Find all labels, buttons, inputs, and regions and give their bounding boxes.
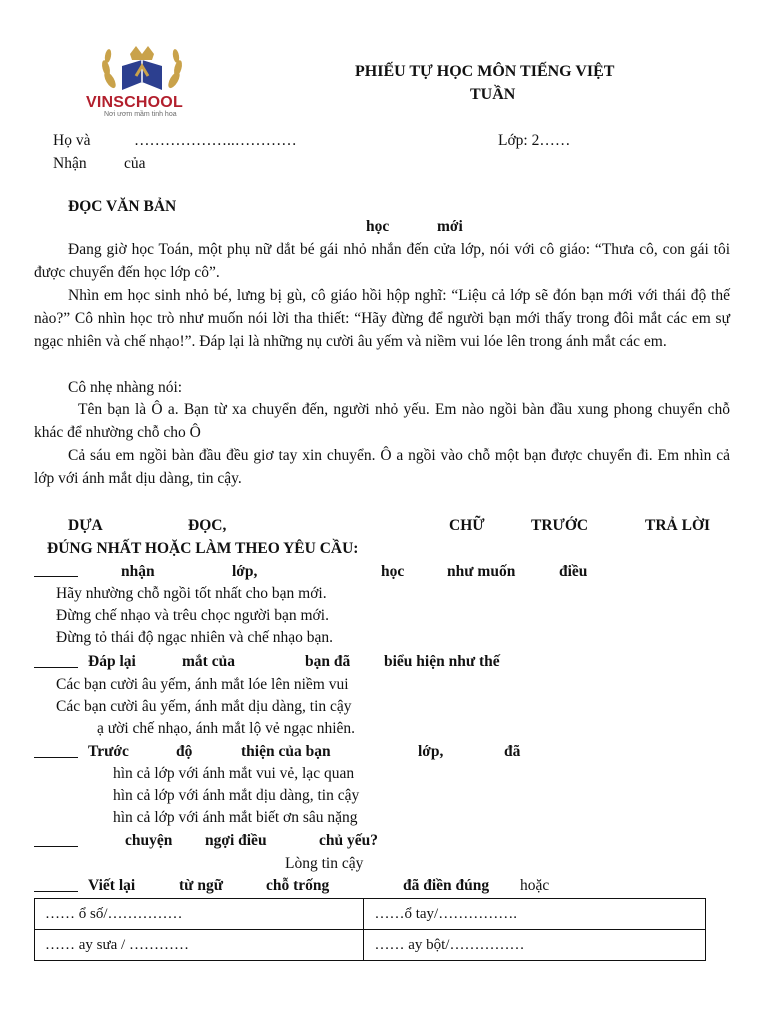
table-row <box>35 899 706 930</box>
answer-blank-3[interactable] <box>34 743 78 758</box>
q1-word-4: như muốn <box>447 563 516 580</box>
q5-word-5: hoặc <box>520 877 550 894</box>
worksheet-week: TUẦN <box>470 86 516 103</box>
q4-word-1: chuyện <box>125 832 173 849</box>
q3-option-a[interactable]: hìn cả lớp với ánh mắt vui vẻ, lạc quan <box>113 765 355 782</box>
story-title-b: mới <box>437 218 463 235</box>
answer-blank-4[interactable] <box>34 832 78 847</box>
worksheet-title: PHIẾU TỰ HỌC MÔN TIẾNG VIỆT <box>355 63 615 80</box>
story-paragraph-4: Tên bạn là Ô a. Bạn từ xa chuyển đến, người nhỏ yếu. Em nào ngồi bàn đầu xung phong chuyển chỗ khác để nhường chỗ cho Ô <box>34 401 730 441</box>
q3-option-b[interactable]: hìn cả lớp với ánh mắt dịu dàng, tin cậy <box>113 787 360 804</box>
story-title-a: học <box>366 218 390 235</box>
q2-option-b[interactable]: Các bạn cười âu yếm, ánh mắt dịu dàng, tin cậy <box>56 698 352 715</box>
q1-word-3: học <box>381 563 405 580</box>
q2-word-3: bạn đã <box>305 653 351 670</box>
q1-word-2: lớp, <box>232 563 258 580</box>
answer-blank-5[interactable] <box>34 877 78 892</box>
story-paragraph-5: Cả sáu em ngồi bàn đầu đều giơ tay xin chuyển. Ô a ngồi vào chỗ một bạn được chuyển đi. Em nhìn cả lớp với ánh mắt dịu dàng, tin cậy. <box>34 447 730 487</box>
q5-word-1: Viết lại <box>88 877 136 894</box>
class-label[interactable]: Lớp: 2…… <box>498 132 571 149</box>
comment-label-2: của <box>124 155 146 172</box>
q5-word-3: chỗ trống <box>266 877 330 894</box>
q4-option-a[interactable]: Lòng tin cậy <box>285 855 364 872</box>
name-label: Họ và <box>53 132 91 149</box>
instruction-word-3: CHỮ <box>449 517 485 534</box>
answer-blank-1[interactable] <box>34 562 78 577</box>
q4-word-2: ngợi điều <box>205 832 267 849</box>
q5-word-4: đã điền đúng <box>403 877 490 894</box>
answer-blank-2[interactable] <box>34 653 78 668</box>
q2-word-4: biểu hiện như thế <box>384 653 500 670</box>
instruction-word-1: DỰA <box>68 517 103 534</box>
table-cell[interactable]: …… ay bột/…………… <box>364 930 706 961</box>
q2-word-1: Đáp lại <box>88 653 136 670</box>
instruction-word-4: TRƯỚC <box>531 517 589 534</box>
logo-tagline: Nơi ươm mầm tinh hoa <box>104 111 177 118</box>
q1-option-c[interactable]: Đừng tỏ thái độ ngạc nhiên và chế nhạo bạn. <box>56 629 333 646</box>
q3-word-1: Trước <box>88 743 129 760</box>
name-field[interactable]: ………………..………… <box>134 132 297 149</box>
q3-word-3: thiện của bạn <box>241 743 331 760</box>
q5-word-2: từ ngữ <box>179 877 224 894</box>
story-paragraph-2: Nhìn em học sinh nhỏ bé, lưng bị gù, cô giáo hồi hộp nghĩ: “Liệu cả lớp sẽ đón bạn mới với thái độ thế nào?” Cô nhìn học trò như muốn nói lời tha thiết: “Hãy đừng để người bạn mới thấy trong đôi mắt các em sự ngạc nhiên và chế nhạo!”. Đáp lại là những nụ cười âu yếm và niềm vui lóe lên trong ánh mắt các em. <box>34 287 730 350</box>
q3-word-5: đã <box>504 743 521 760</box>
q3-word-4: lớp, <box>418 743 444 760</box>
reading-heading: ĐỌC VĂN BẢN <box>68 198 177 215</box>
logo-text: VINSCHOOL <box>86 94 183 111</box>
table-cell[interactable]: …… ay sưa / ………… <box>35 930 364 961</box>
story-paragraph-1: Đang giờ học Toán, một phụ nữ dắt bé gái nhỏ nhắn đến cửa lớp, nói với cô giáo: “Thưa cô, con gái tôi được chuyển đến học lớp cô”. <box>34 241 730 281</box>
fill-in-table <box>34 898 706 961</box>
q4-word-3: chủ yếu? <box>319 832 378 849</box>
instruction-word-2: ĐỌC, <box>188 517 227 534</box>
q1-option-a[interactable]: Hãy nhường chỗ ngồi tốt nhất cho bạn mới. <box>56 585 327 602</box>
table-cell[interactable]: …… ổ số/…………… <box>35 899 364 930</box>
q2-word-2: mắt của <box>182 653 235 670</box>
q1-word-1: nhận <box>121 563 155 580</box>
q2-option-c[interactable]: ạ ười chế nhạo, ánh mắt lộ vẻ ngạc nhiên. <box>97 720 356 737</box>
q1-option-b[interactable]: Đừng chế nhạo và trêu chọc người bạn mới. <box>56 607 329 624</box>
q3-word-2: độ <box>176 743 193 760</box>
instruction-word-5: TRẢ LỜI <box>645 517 711 534</box>
story-paragraph-3: Cô nhẹ nhàng nói: <box>68 379 183 396</box>
q3-option-c[interactable]: hìn cả lớp với ánh mắt biết ơn sâu nặng <box>113 809 358 826</box>
table-cell[interactable]: ……ổ tay/……………. <box>364 899 706 930</box>
instruction-line-2: ĐÚNG NHẤT HOẶC LÀM THEO YÊU CẦU: <box>47 540 359 557</box>
comment-label: Nhận <box>53 155 87 172</box>
q1-word-5: điều <box>559 563 588 580</box>
q2-option-a[interactable]: Các bạn cười âu yếm, ánh mắt lóe lên niềm vui <box>56 676 349 693</box>
table-row <box>35 930 706 961</box>
